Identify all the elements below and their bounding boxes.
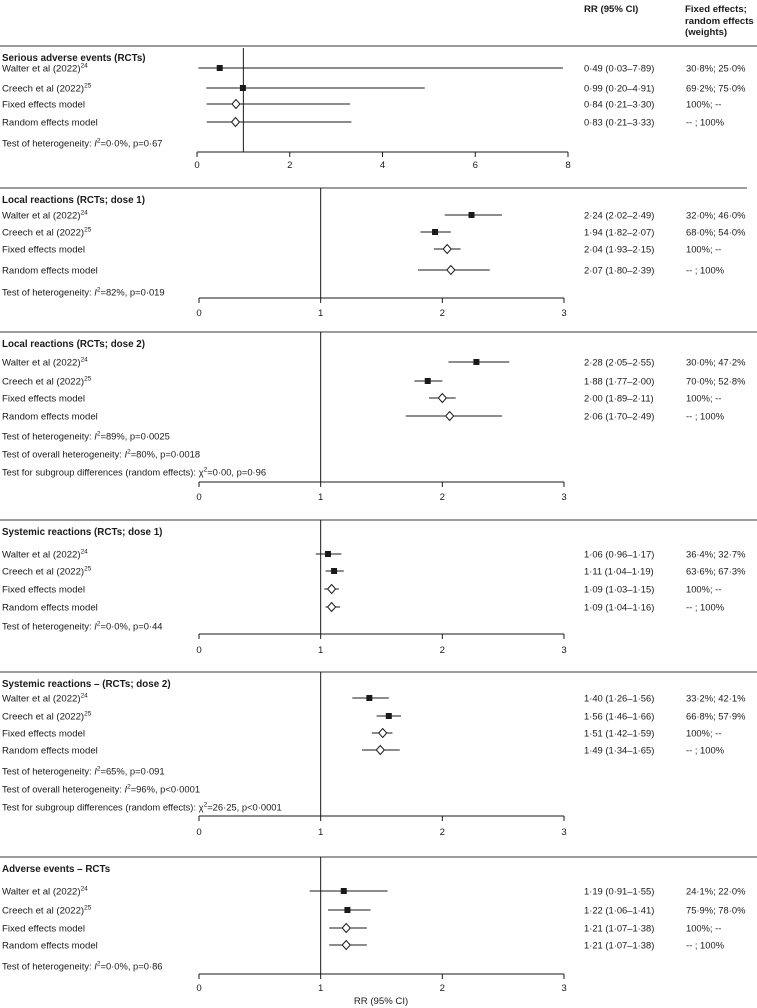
study-name: Fixed effects model — [2, 923, 86, 935]
study-label — [2, 63, 88, 75]
study-label — [2, 227, 92, 239]
point-estimate-square — [240, 85, 246, 91]
study-label — [2, 118, 98, 129]
statistic-symbol: χ — [198, 801, 204, 813]
panel-title: Adverse events – RCTs — [2, 864, 111, 875]
point-estimate-square — [217, 65, 223, 71]
test-label: Test for subgroup differences (random effects): — [2, 801, 199, 813]
heterogeneity-test-text — [2, 449, 200, 460]
test-label: Test of heterogeneity: — [2, 960, 95, 972]
pooled-estimate-diamond — [379, 729, 387, 738]
x-tick-label: 0 — [196, 308, 202, 319]
study-label — [2, 100, 85, 111]
panel-title: Systemic reactions (RCTs; dose 1) — [2, 527, 163, 538]
weights-value: 30·8%; 25·0% — [686, 62, 746, 74]
study-label — [2, 711, 92, 723]
heterogeneity-test-text — [2, 287, 165, 298]
statistic-symbol: I — [94, 960, 97, 972]
statistic-symbol: I — [124, 448, 128, 460]
study-label — [2, 83, 92, 95]
weights-value: 100%; -- — [686, 243, 722, 255]
x-tick-label: 2 — [439, 983, 446, 994]
pooled-estimate-diamond — [443, 245, 451, 254]
study-name: Fixed effects model — [2, 393, 86, 405]
point-estimate-square — [331, 568, 337, 574]
pooled-estimate-diamond — [328, 585, 336, 594]
x-tick-label: 0 — [196, 983, 202, 994]
test-label: Test of overall heterogeneity: — [2, 783, 125, 795]
statistic-squared: 2 — [96, 960, 101, 968]
test-result: =26·25, p<0·0001 — [207, 801, 282, 813]
point-estimate-square — [366, 695, 372, 701]
study-label — [2, 376, 92, 388]
weights-value: 100%; -- — [686, 392, 722, 404]
point-estimate-square — [425, 378, 431, 384]
pooled-estimate-diamond — [232, 100, 240, 109]
pooled-estimate-diamond — [342, 924, 350, 933]
study-label — [2, 210, 88, 222]
pooled-estimate-diamond — [438, 394, 446, 403]
reference-superscript: 24 — [80, 885, 88, 893]
reference-superscript: 25 — [84, 82, 92, 90]
reference-superscript: 24 — [80, 209, 88, 217]
x-tick-label: 3 — [561, 827, 567, 838]
study-label — [2, 357, 88, 369]
x-tick-label: 6 — [472, 160, 478, 171]
x-tick-label: 2 — [287, 160, 293, 171]
study-label — [2, 729, 85, 740]
weights-value: 100%; -- — [686, 583, 722, 595]
test-label: Test of overall heterogeneity: — [2, 448, 125, 460]
study-label — [2, 266, 98, 277]
statistic-symbol: I — [94, 137, 97, 149]
point-estimate-square — [325, 551, 331, 557]
statistic-squared: 2 — [203, 801, 208, 809]
rr-ci-value: 0·49 (0·03–7·89) — [584, 62, 655, 74]
statistic-symbol: I — [94, 286, 97, 298]
test-label: Test of heterogeneity: — [2, 765, 95, 777]
statistic-squared: 2 — [127, 783, 131, 791]
study-label — [2, 603, 98, 614]
panel-title: Local reactions (RCTs; dose 1) — [2, 195, 145, 206]
weights-value: 32·0%; 46·0% — [686, 209, 746, 221]
study-name: Walter et al (2022) — [2, 549, 81, 561]
study-label — [2, 941, 98, 952]
weights-value: 66·8%; 57·9% — [686, 710, 746, 722]
x-tick-label: 8 — [565, 160, 571, 171]
study-name: Walter et al (2022) — [2, 693, 81, 705]
rr-ci-value: 2·04 (1·93–2·15) — [584, 243, 655, 255]
x-tick-label: 1 — [317, 492, 324, 503]
x-tick-label: 1 — [317, 308, 324, 319]
study-label — [2, 245, 85, 256]
rr-ci-value: 1·88 (1·77–2·00) — [584, 375, 655, 387]
reference-superscript: 25 — [84, 565, 92, 573]
x-tick-label: 3 — [561, 983, 567, 994]
rr-ci-value: 1·22 (1·06–1·41) — [584, 904, 655, 916]
heterogeneity-test-text — [2, 766, 165, 777]
rr-ci-value: 1·19 (0·91–1·55) — [584, 885, 655, 897]
x-tick-label: 1 — [317, 827, 324, 838]
study-name: Walter et al (2022) — [2, 210, 81, 222]
heterogeneity-test-text — [2, 784, 200, 795]
weights-value: 70·0%; 52·8% — [686, 375, 746, 387]
test-result: =80%, p=0·0018 — [130, 448, 201, 460]
x-tick-label: 3 — [561, 645, 567, 656]
statistic-squared: 2 — [96, 620, 101, 628]
statistic-squared: 2 — [96, 286, 101, 294]
x-tick-label: 3 — [561, 308, 567, 319]
point-estimate-square — [469, 212, 475, 218]
rr-ci-value: 1·09 (1·03–1·15) — [584, 583, 655, 595]
weights-value: -- ; 100% — [686, 264, 725, 276]
weights-value: 36·4%; 32·7% — [686, 548, 746, 560]
study-name: Fixed effects model — [2, 99, 86, 111]
rr-ci-value: 2·00 (1·89–2·11) — [584, 392, 654, 404]
study-name: Random effects model — [2, 411, 98, 423]
study-name: Creech et al (2022) — [2, 905, 85, 917]
x-axis-label: RR (95% CI) — [353, 996, 409, 1007]
panel-title: Serious adverse events (RCTs) — [2, 53, 146, 64]
x-tick-label: 2 — [439, 827, 446, 838]
x-tick-label: 2 — [439, 492, 446, 503]
weights-value: 63·6%; 67·3% — [686, 565, 746, 577]
test-result: =89%, p=0·0025 — [100, 430, 170, 442]
test-result: =96%, p<0·0001 — [130, 783, 201, 795]
rr-ci-value: 1·94 (1·82–2·07) — [584, 226, 655, 238]
study-label — [2, 585, 85, 596]
x-tick-label: 0 — [196, 645, 202, 656]
study-name: Random effects model — [2, 117, 98, 129]
weights-value: -- ; 100% — [686, 410, 725, 422]
study-name: Fixed effects model — [2, 584, 86, 596]
reference-superscript: 25 — [84, 710, 92, 718]
rr-ci-value: 1·56 (1·46–1·66) — [584, 710, 655, 722]
rr-ci-value: 2·28 (2·05–2·55) — [584, 356, 655, 368]
study-name: Walter et al (2022) — [2, 357, 81, 369]
test-label: Test of heterogeneity: — [2, 286, 95, 298]
point-estimate-square — [386, 713, 392, 719]
point-estimate-square — [341, 888, 347, 894]
study-name: Random effects model — [2, 940, 98, 952]
study-name: Random effects model — [2, 745, 98, 757]
rr-ci-value: 1·49 (1·34–1·65) — [584, 744, 655, 756]
weights-value: -- ; 100% — [686, 601, 725, 613]
rr-ci-value: 0·83 (0·21–3·33) — [584, 116, 655, 128]
rr-ci-value: 2·07 (1·80–2·39) — [584, 264, 655, 276]
x-tick-label: 0 — [196, 827, 202, 838]
statistic-symbol: χ — [198, 466, 204, 478]
rr-ci-value: 0·99 (0·20–4·91) — [584, 82, 655, 94]
pooled-estimate-diamond — [376, 746, 384, 755]
panel-title: Local reactions (RCTs; dose 2) — [2, 339, 145, 350]
test-label: Test of heterogeneity: — [2, 137, 95, 149]
x-tick-label: 0 — [194, 160, 200, 171]
point-estimate-square — [344, 907, 350, 913]
statistic-squared: 2 — [96, 765, 101, 773]
reference-superscript: 25 — [84, 375, 92, 383]
weights-value: 69·2%; 75·0% — [686, 82, 746, 94]
test-result: =82%, p=0·019 — [100, 286, 165, 298]
heterogeneity-test-text — [2, 467, 266, 478]
reference-superscript: 24 — [80, 692, 88, 700]
test-label: Test of heterogeneity: — [2, 430, 95, 442]
pooled-estimate-diamond — [446, 412, 454, 421]
x-tick-label: 3 — [561, 492, 567, 503]
rr-ci-value: 0·84 (0·21–3·30) — [584, 98, 655, 110]
study-name: Fixed effects model — [2, 244, 86, 256]
weights-value: -- ; 100% — [686, 744, 725, 756]
study-label — [2, 746, 98, 757]
weights-header-line-3: (weights) — [685, 27, 728, 38]
study-label — [2, 566, 92, 578]
study-name: Walter et al (2022) — [2, 63, 81, 75]
x-tick-label: 4 — [379, 160, 386, 171]
study-label — [2, 412, 98, 423]
x-tick-label: 0 — [196, 492, 202, 503]
weights-value: 75·9%; 78·0% — [686, 904, 746, 916]
study-name: Walter et al (2022) — [2, 886, 81, 898]
reference-superscript: 24 — [80, 356, 88, 364]
study-label — [2, 905, 92, 917]
test-result: =65%, p=0·091 — [100, 765, 165, 777]
weights-value: 30·0%; 47·2% — [686, 356, 746, 368]
study-label — [2, 924, 85, 935]
reference-superscript: 24 — [80, 548, 88, 556]
pooled-estimate-diamond — [328, 603, 336, 612]
weights-value: 100%; -- — [686, 727, 722, 739]
statistic-symbol: I — [124, 783, 128, 795]
heterogeneity-test-text — [2, 961, 163, 972]
point-estimate-square — [432, 229, 438, 235]
statistic-squared: 2 — [96, 137, 101, 145]
panel-title: Systemic reactions – (RCTs; dose 2) — [2, 679, 171, 690]
study-label — [2, 394, 85, 405]
study-name: Creech et al (2022) — [2, 711, 85, 723]
weights-value: 68·0%; 54·0% — [686, 226, 746, 238]
study-label — [2, 693, 88, 705]
rr-ci-value: 1·21 (1·07–1·38) — [584, 922, 655, 934]
study-name: Random effects model — [2, 602, 98, 614]
heterogeneity-test-text — [2, 431, 170, 442]
statistic-symbol: I — [94, 430, 97, 442]
test-result: =0·0%, p=0·67 — [100, 137, 163, 149]
pooled-estimate-diamond — [231, 118, 239, 127]
statistic-symbol: I — [94, 620, 97, 632]
study-name: Creech et al (2022) — [2, 83, 85, 95]
point-estimate-square — [473, 359, 479, 365]
heterogeneity-test-text — [2, 138, 163, 149]
weights-value: 100%; -- — [686, 922, 722, 934]
weights-value: -- ; 100% — [686, 116, 725, 128]
statistic-squared: 2 — [96, 430, 101, 438]
reference-superscript: 24 — [80, 62, 88, 70]
x-tick-label: 1 — [317, 983, 324, 994]
test-label: Test of heterogeneity: — [2, 620, 95, 632]
x-tick-label: 2 — [439, 645, 446, 656]
pooled-estimate-diamond — [342, 941, 350, 950]
study-label — [2, 549, 88, 561]
study-name: Random effects model — [2, 265, 98, 277]
weights-value: 100%; -- — [686, 98, 722, 110]
weights-value: 33·2%; 42·1% — [686, 692, 746, 704]
heterogeneity-test-text — [2, 621, 163, 632]
statistic-squared: 2 — [127, 448, 131, 456]
weights-header-line-2: random effects — [685, 15, 754, 27]
reference-superscript: 25 — [84, 904, 92, 912]
study-name: Creech et al (2022) — [2, 566, 85, 578]
rr-ci-value: 1·21 (1·07–1·38) — [584, 939, 655, 951]
x-tick-label: 1 — [317, 645, 324, 656]
statistic-squared: 2 — [203, 466, 208, 474]
study-name: Fixed effects model — [2, 728, 86, 740]
rr-ci-value: 1·51 (1·42–1·59) — [584, 727, 655, 739]
rr-ci-value: 2·24 (2·02–2·49) — [584, 209, 655, 221]
weights-value: 24·1%; 22·0% — [686, 885, 746, 897]
x-tick-label: 2 — [439, 308, 446, 319]
rr-ci-value: 2·06 (1·70–2·49) — [584, 410, 655, 422]
study-label — [2, 886, 88, 898]
test-result: =0·00, p=0·96 — [207, 466, 267, 478]
rr-ci-value: 1·09 (1·04–1·16) — [584, 601, 655, 613]
pooled-estimate-diamond — [447, 266, 455, 275]
rr-ci-value: 1·40 (1·26–1·56) — [584, 692, 655, 704]
test-label: Test for subgroup differences (random effects): — [2, 466, 199, 478]
study-name: Creech et al (2022) — [2, 376, 85, 388]
weights-value: -- ; 100% — [686, 939, 725, 951]
test-result: =0·0%, p=0·44 — [100, 620, 163, 632]
study-name: Creech et al (2022) — [2, 227, 85, 239]
test-result: =0·0%, p=0·86 — [100, 960, 163, 972]
statistic-symbol: I — [94, 765, 97, 777]
rr-ci-value: 1·11 (1·04–1·19) — [584, 565, 654, 577]
reference-superscript: 25 — [84, 226, 92, 234]
rr-column-header: RR (95% CI) — [584, 4, 639, 15]
weights-header-line-1: Fixed effects; — [685, 4, 747, 15]
heterogeneity-test-text — [2, 802, 282, 813]
rr-ci-value: 1·06 (0·96–1·17) — [584, 548, 655, 560]
